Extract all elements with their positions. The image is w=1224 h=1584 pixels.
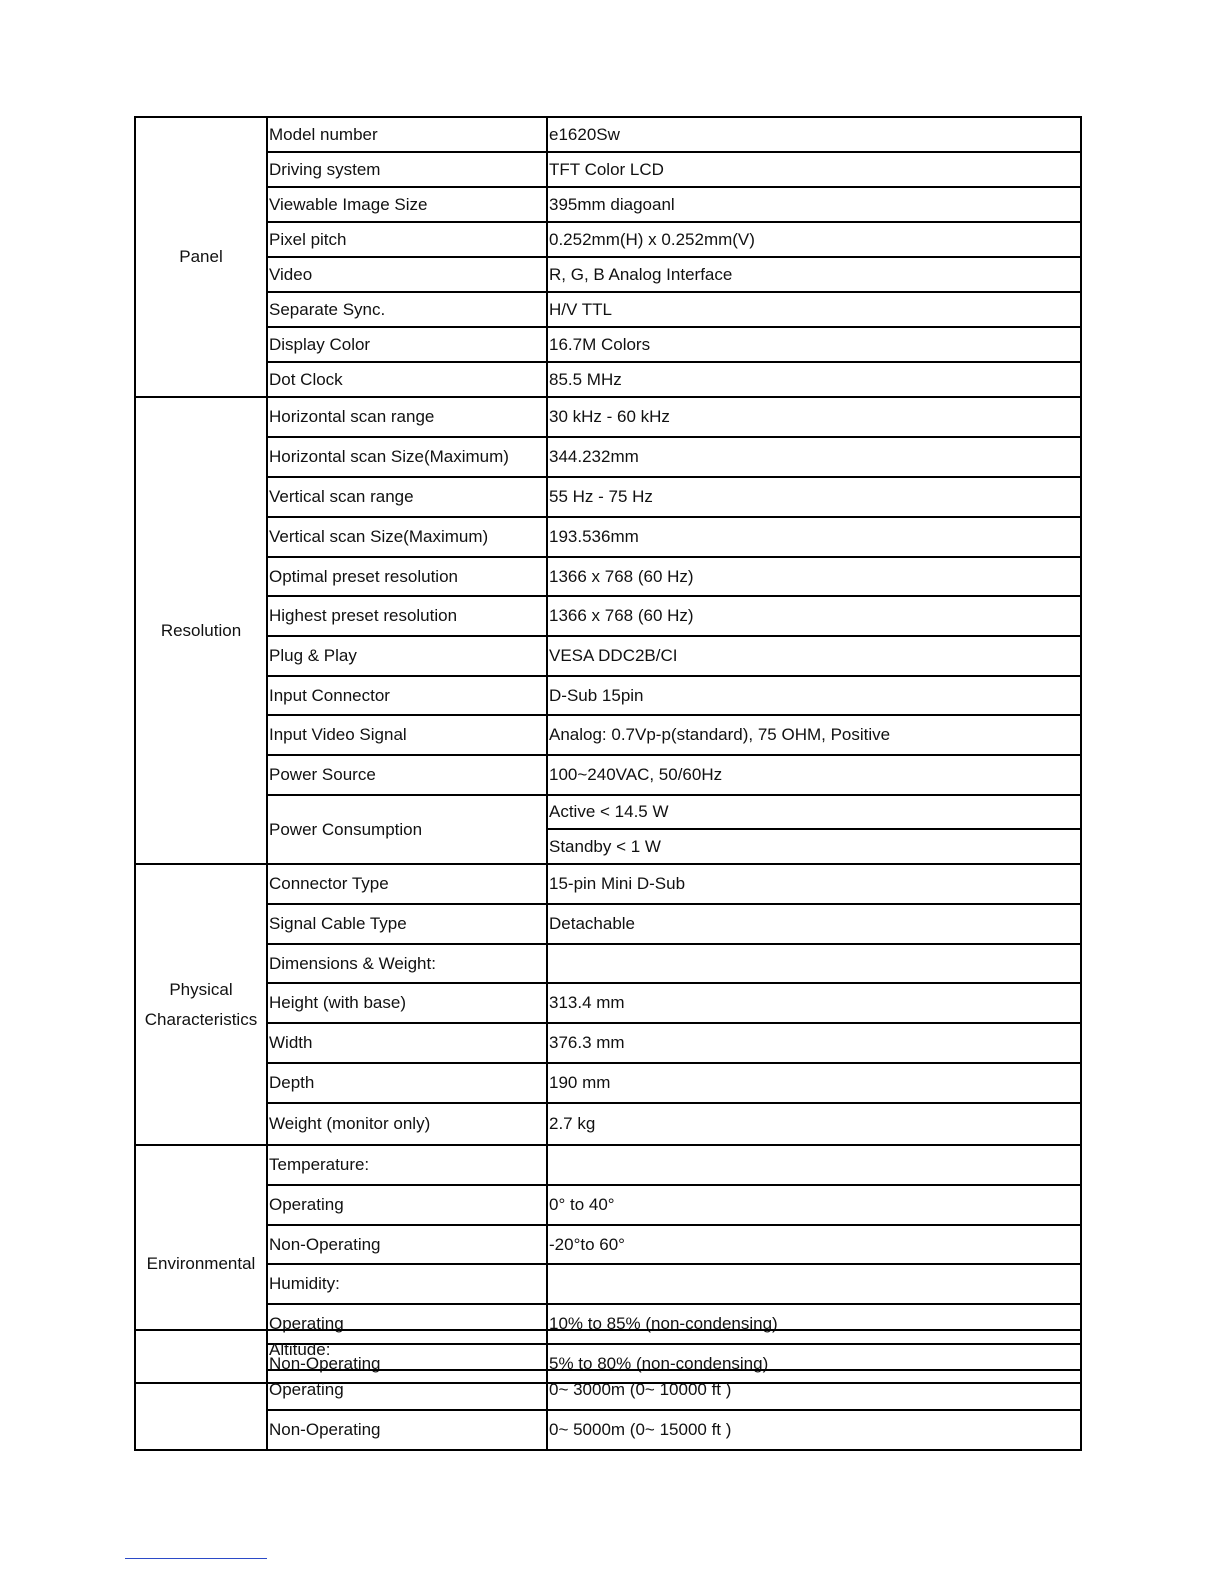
spec-label: Power Source <box>267 755 547 795</box>
spec-value: 0~ 3000m (0~ 10000 ft ) <box>547 1370 1081 1410</box>
footnote-rule <box>125 1558 267 1559</box>
spec-label: Driving system <box>267 152 547 187</box>
spec-label: Humidity: <box>267 1264 547 1304</box>
spec-label: Temperature: <box>267 1145 547 1185</box>
spec-value: VESA DDC2B/CI <box>547 636 1081 676</box>
specifications-table <box>134 116 1082 1384</box>
spec-value: 376.3 mm <box>547 1023 1081 1063</box>
spec-value: 190 mm <box>547 1063 1081 1103</box>
table-row <box>135 327 1081 362</box>
spec-label: Weight (monitor only) <box>267 1103 547 1145</box>
spec-label: Dot Clock <box>267 362 547 397</box>
spec-value: 193.536mm <box>547 517 1081 557</box>
spec-value: 1366 x 768 (60 Hz) <box>547 596 1081 636</box>
table-row <box>135 1225 1081 1264</box>
spec-label: Dimensions & Weight: <box>267 944 547 983</box>
spec-label: Non-Operating <box>267 1410 547 1450</box>
spec-value: Active < 14.5 W <box>547 795 1081 829</box>
spec-label: Height (with base) <box>267 983 547 1023</box>
table-row <box>135 362 1081 397</box>
table-row <box>135 437 1081 477</box>
spec-value: D-Sub 15pin <box>547 676 1081 715</box>
spec-label: Input Video Signal <box>267 715 547 755</box>
spec-value: 0° to 40° <box>547 1185 1081 1225</box>
table-row <box>135 904 1081 944</box>
spec-label: Separate Sync. <box>267 292 547 327</box>
spec-value: TFT Color LCD <box>547 152 1081 187</box>
spec-value <box>547 1145 1081 1185</box>
table-row <box>135 676 1081 715</box>
table-row <box>135 117 1081 152</box>
spec-label: Non-Operating <box>267 1225 547 1264</box>
spec-value: Analog: 0.7Vp-p(standard), 75 OHM, Positive <box>547 715 1081 755</box>
spec-label: Depth <box>267 1063 547 1103</box>
table-row <box>135 1370 1081 1410</box>
spec-value: 15-pin Mini D-Sub <box>547 864 1081 904</box>
spec-label: Operating <box>267 1370 547 1410</box>
spec-label: Signal Cable Type <box>267 904 547 944</box>
spec-label: Horizontal scan range <box>267 397 547 437</box>
spec-label: Display Color <box>267 327 547 362</box>
table-row <box>135 596 1081 636</box>
table-row <box>135 187 1081 222</box>
spec-label: Operating <box>267 1185 547 1225</box>
spec-value: 30 kHz - 60 kHz <box>547 397 1081 437</box>
spec-label: Pixel pitch <box>267 222 547 257</box>
spec-value: -20°to 60° <box>547 1225 1081 1264</box>
spec-label: Operating <box>267 1304 547 1344</box>
table-row <box>135 944 1081 983</box>
table-row <box>135 1330 1081 1370</box>
table-row <box>135 557 1081 596</box>
spec-value: 0.252mm(H) x 0.252mm(V) <box>547 222 1081 257</box>
spec-label: Horizontal scan Size(Maximum) <box>267 437 547 477</box>
spec-value: 344.232mm <box>547 437 1081 477</box>
spec-value: 100~240VAC, 50/60Hz <box>547 755 1081 795</box>
table-row <box>135 795 1081 829</box>
table-row <box>135 1264 1081 1304</box>
spec-label: Width <box>267 1023 547 1063</box>
table-row <box>135 477 1081 517</box>
spec-value: R, G, B Analog Interface <box>547 257 1081 292</box>
spec-value: 5% to 80% (non-condensing) <box>547 1344 1081 1383</box>
table-row <box>135 1410 1081 1450</box>
spec-label: Vertical scan range <box>267 477 547 517</box>
table-row <box>135 222 1081 257</box>
spec-label: Plug & Play <box>267 636 547 676</box>
spec-value: 16.7M Colors <box>547 327 1081 362</box>
table-row <box>135 292 1081 327</box>
spec-value: 2.7 kg <box>547 1103 1081 1145</box>
spec-label: Highest preset resolution <box>267 596 547 636</box>
table-row <box>135 636 1081 676</box>
category-resolution: Resolution <box>135 397 267 864</box>
category-physical-characteristics: Physical Characteristics <box>135 864 267 1145</box>
spec-value: H/V TTL <box>547 292 1081 327</box>
spec-value: 85.5 MHz <box>547 362 1081 397</box>
spec-value: 10% to 85% (non-condensing) <box>547 1304 1081 1344</box>
spec-label: Optimal preset resolution <box>267 557 547 596</box>
spec-label: Viewable Image Size <box>267 187 547 222</box>
category-blank <box>135 1330 267 1450</box>
spec-value <box>547 944 1081 983</box>
spec-value: 1366 x 768 (60 Hz) <box>547 557 1081 596</box>
table-row <box>135 152 1081 187</box>
spec-label: Vertical scan Size(Maximum) <box>267 517 547 557</box>
spec-value: 395mm diagoanl <box>547 187 1081 222</box>
table-row <box>135 1145 1081 1185</box>
spec-value: 313.4 mm <box>547 983 1081 1023</box>
table-row <box>135 864 1081 904</box>
spec-value: Standby < 1 W <box>547 829 1081 864</box>
table-row <box>135 1023 1081 1063</box>
spec-value: e1620Sw <box>547 117 1081 152</box>
spec-label: Non-Operating <box>267 1344 547 1383</box>
table-row <box>135 517 1081 557</box>
spec-value: Detachable <box>547 904 1081 944</box>
spec-value <box>547 1330 1081 1370</box>
spec-label: Model number <box>267 117 547 152</box>
spec-value: 0~ 5000m (0~ 15000 ft ) <box>547 1410 1081 1450</box>
category-environmental: Environmental <box>135 1145 267 1383</box>
table-row <box>135 1063 1081 1103</box>
spec-value <box>547 1264 1081 1304</box>
spec-label: Power Consumption <box>267 795 547 864</box>
table-row <box>135 397 1081 437</box>
spec-label: Video <box>267 257 547 292</box>
table-row <box>135 715 1081 755</box>
spec-label: Input Connector <box>267 676 547 715</box>
table-row <box>135 983 1081 1023</box>
spec-label: Altitude: <box>267 1330 547 1370</box>
table-row <box>135 755 1081 795</box>
altitude-table <box>134 1329 1082 1451</box>
table-row <box>135 1103 1081 1145</box>
spec-label: Connector Type <box>267 864 547 904</box>
category-panel: Panel <box>135 117 267 397</box>
spec-value: 55 Hz - 75 Hz <box>547 477 1081 517</box>
table-row <box>135 257 1081 292</box>
table-row <box>135 1185 1081 1225</box>
